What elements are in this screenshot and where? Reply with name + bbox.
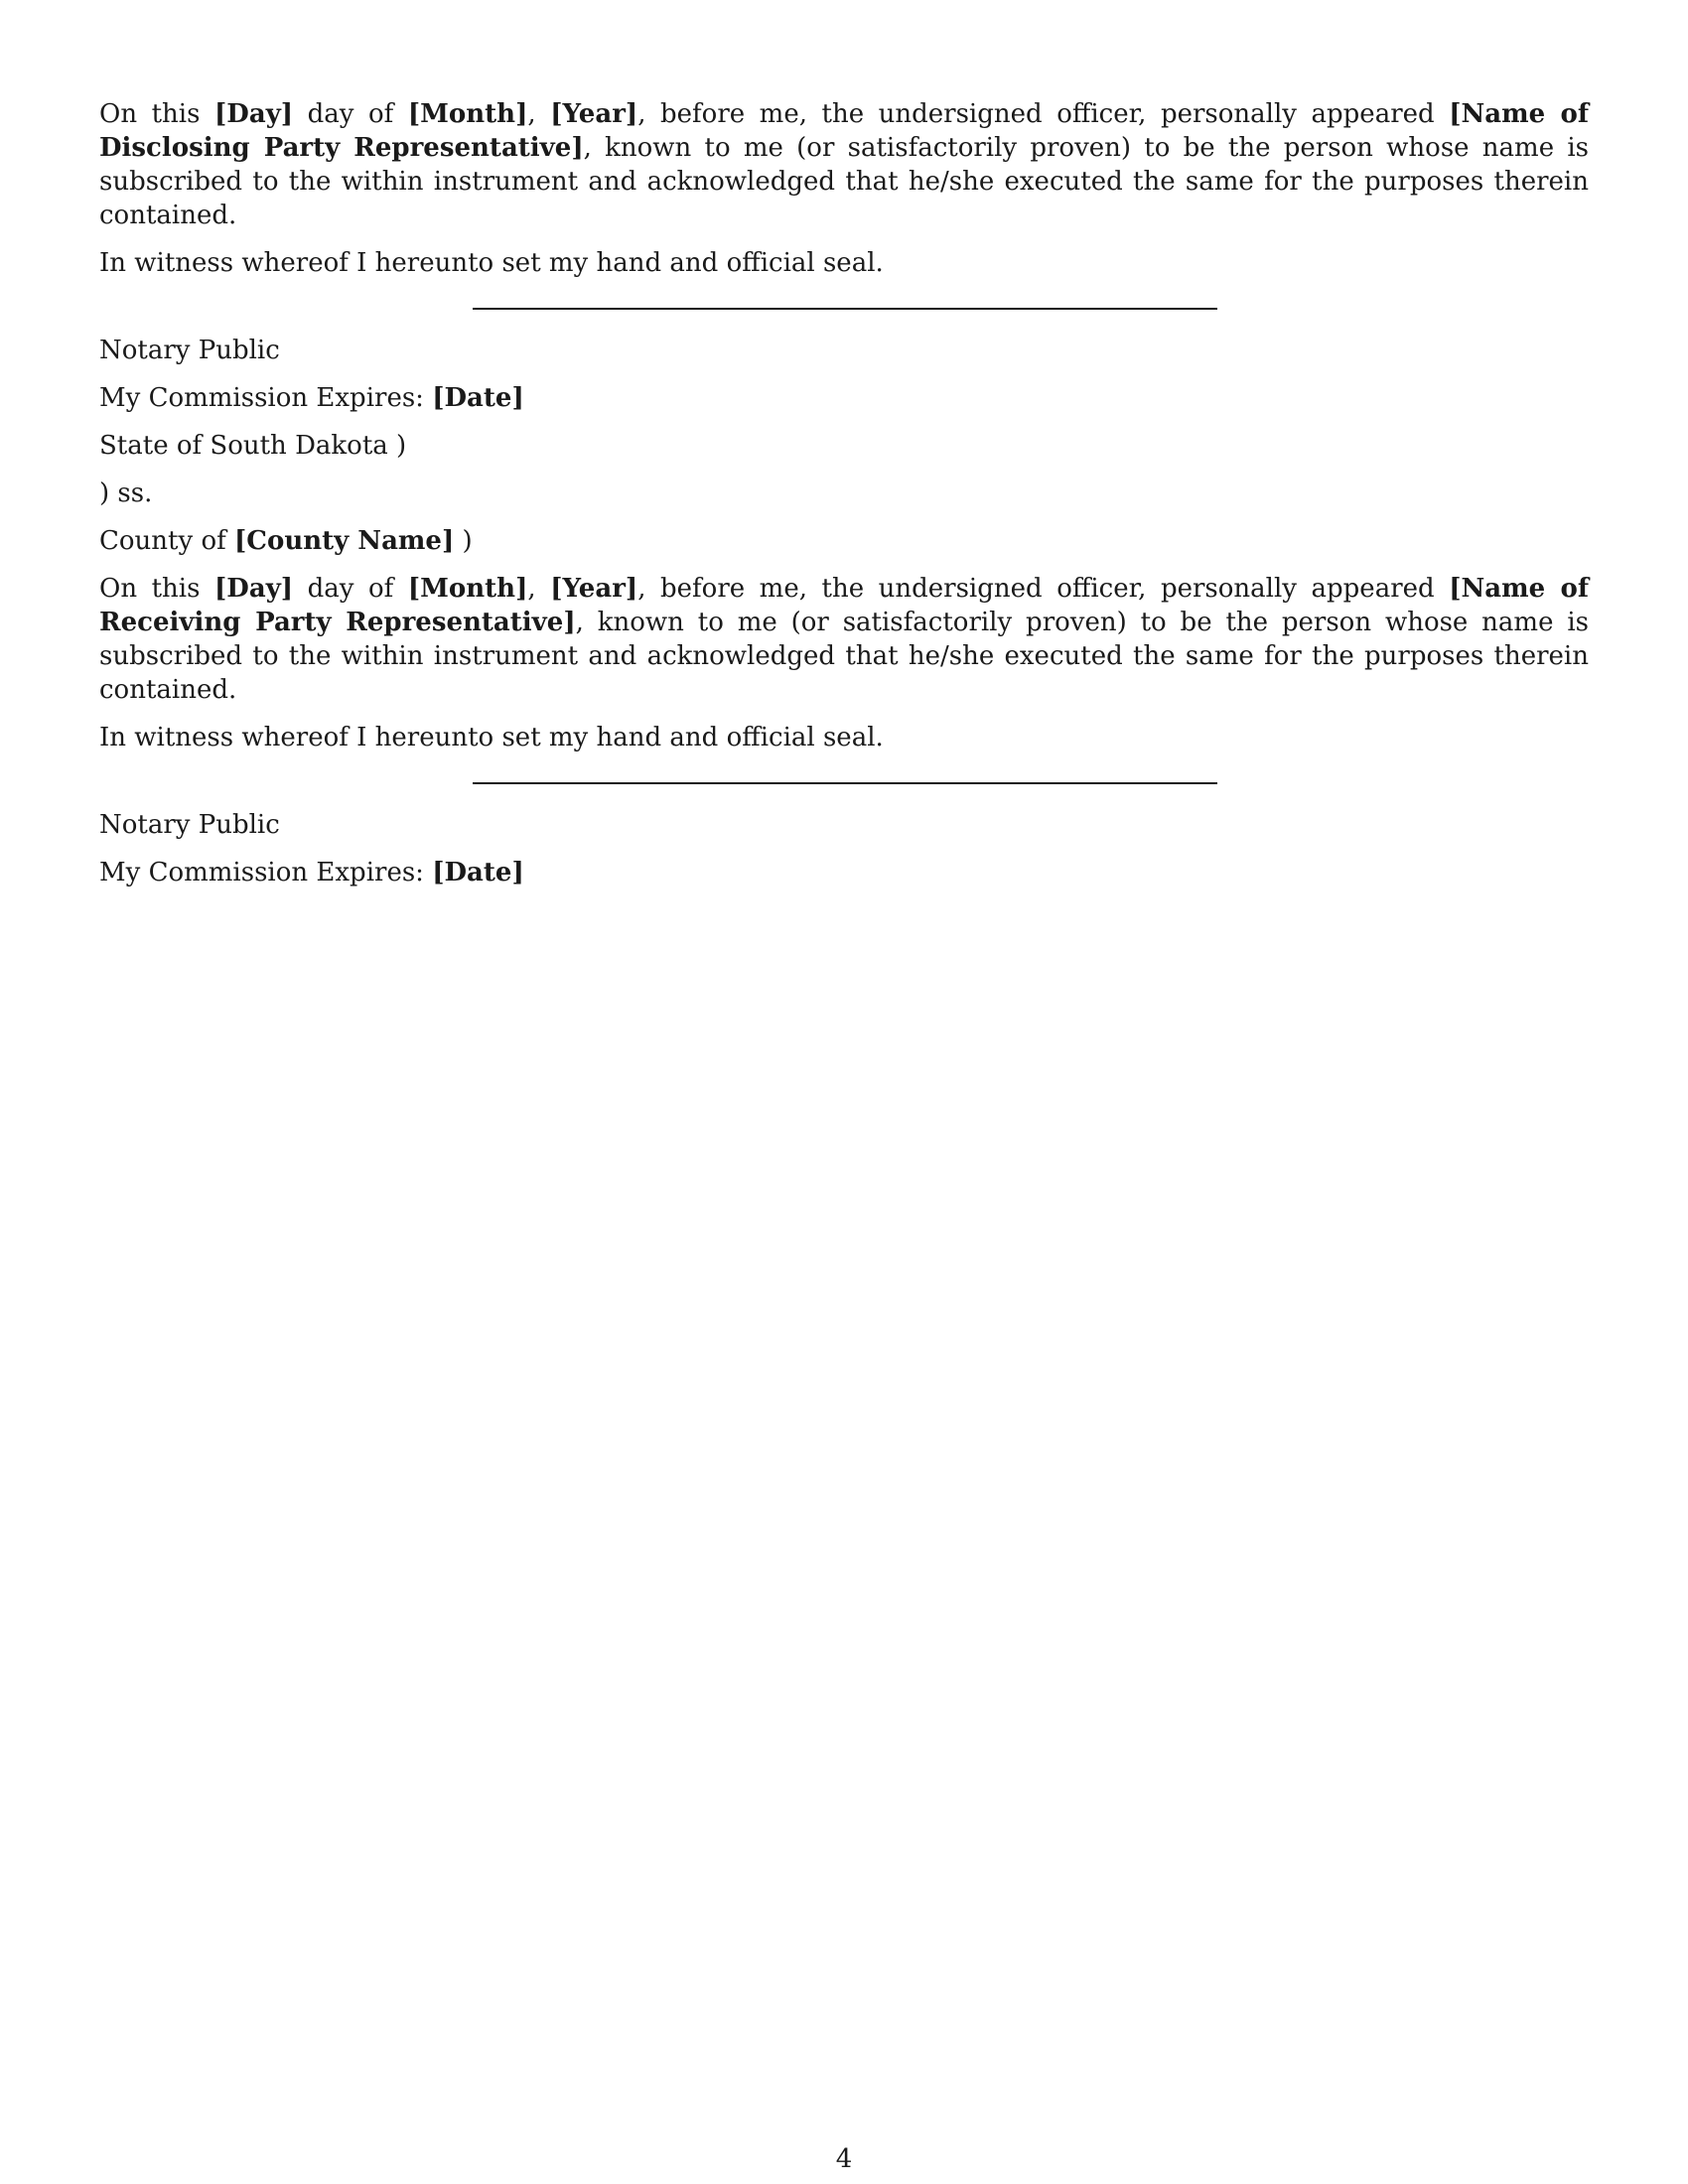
county-name-placeholder: [County Name] bbox=[233, 526, 455, 556]
ack-text: , known to me (or satisfactorily proven) to be the person whose name is subscribed to the within instrument and acknowledged that he/she executed the same for the purposes therein contained. bbox=[99, 133, 1589, 230]
ack-text: , known to me (or satisfactorily proven) to be the person whose name is subscribed to the within instrument and acknowledged that he/she executed the same for the purposes therein contained. bbox=[99, 608, 1589, 705]
ack-text: On this bbox=[99, 574, 214, 604]
venue-state: State of South Dakota ) bbox=[99, 431, 407, 461]
day-placeholder: [Day] bbox=[214, 99, 294, 129]
commission-date-placeholder: [Date] bbox=[432, 858, 524, 887]
month-placeholder: [Month] bbox=[407, 574, 528, 604]
commission-expires bbox=[99, 856, 1589, 889]
notary-public-label: Notary Public bbox=[99, 336, 280, 365]
venue-ss: ) ss. bbox=[99, 478, 153, 508]
acknowledgment-paragraph-receiving bbox=[99, 572, 1589, 707]
receiving-representative-placeholder: [Name of Receiving Party Representative] bbox=[99, 574, 1590, 637]
county-close: ) bbox=[454, 526, 473, 556]
ack-text: On this bbox=[99, 99, 214, 129]
commission-label: My Commission Expires: bbox=[99, 383, 433, 413]
ack-text: , bbox=[527, 99, 551, 129]
document-page bbox=[99, 97, 1589, 889]
venue-county bbox=[99, 524, 1589, 558]
month-placeholder: [Month] bbox=[407, 99, 528, 129]
day-placeholder: [Day] bbox=[214, 574, 294, 604]
ack-text: , before me, the undersigned officer, personally appeared bbox=[637, 574, 1450, 604]
ack-text: day of bbox=[293, 99, 408, 129]
commission-date-placeholder: [Date] bbox=[432, 383, 524, 413]
year-placeholder: [Year] bbox=[550, 574, 638, 604]
county-label: County of bbox=[99, 526, 234, 556]
disclosing-representative-placeholder: [Name of Disclosing Party Representative] bbox=[99, 99, 1590, 163]
acknowledgment-paragraph-disclosing bbox=[99, 97, 1589, 232]
ack-text: , bbox=[527, 574, 551, 604]
ack-text: day of bbox=[293, 574, 408, 604]
witness-statement: In witness whereof I hereunto set my hand and official seal. bbox=[99, 248, 884, 278]
witness-statement: In witness whereof I hereunto set my hand and official seal. bbox=[99, 723, 884, 752]
ack-text: , before me, the undersigned officer, personally appeared bbox=[637, 99, 1450, 129]
commission-label: My Commission Expires: bbox=[99, 858, 433, 887]
notary-public-label: Notary Public bbox=[99, 810, 280, 840]
year-placeholder: [Year] bbox=[550, 99, 638, 129]
page-number: 4 bbox=[835, 2144, 853, 2174]
commission-expires bbox=[99, 381, 1589, 415]
